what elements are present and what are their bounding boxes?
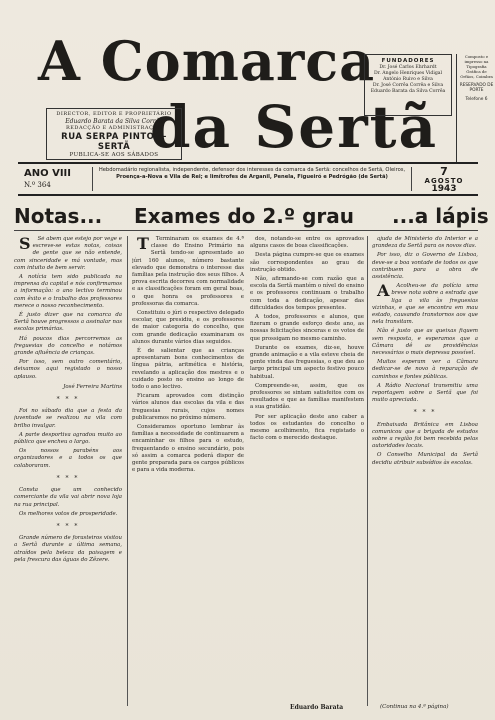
- issue-date: [416, 166, 472, 194]
- article-byline: Eduardo Barata: [290, 704, 344, 711]
- paragraph: Embaixada Britânica em Lisboa comunicou que a brigada de estudos sobre a região foi bem recebida pelas autoridades locais.: [372, 421, 478, 450]
- paragraph: S Sé abem que estejo por vege e escreve-se estas notas, coisas de gente que se não entende, com sinceridade e má vontade, mas com intuito de bem servir.: [14, 236, 122, 271]
- issue-description: [92, 167, 412, 191]
- description-bold-text: Proença-a-Nova e Vila de Rei; e limítrofes de Arganil, Penela, Figueiró e Pedrógão (de Sertã): [116, 174, 388, 180]
- founder-name: Eduardo Barata da Silva Corrêa: [370, 89, 446, 94]
- paragraph: O Conselho Municipal da Sertã decidiu atribuir subsídios às escolas.: [372, 452, 478, 466]
- publication-schedule: PUBLICA-SE AOS SÁBADOS: [69, 152, 159, 158]
- paragraph: A todos, professores e alunos, que fizeram o grande esforço deste ano, as nossas felicitações sinceras e os votos de que prossigam no mesmo caminho.: [250, 314, 364, 342]
- dropcap: T: [137, 236, 149, 253]
- issue-day: 7: [440, 165, 448, 178]
- headline-notas: Notas...: [14, 204, 103, 228]
- paragraph: Grande número de forasteiros visitou a Sertã durante a última semana, atraídos pela beleza da paisagem e pela frescura das águas do Zêzere.: [14, 535, 122, 563]
- paragraph: Durante os exames, diz-se, houve grande animação e a vila esteve cheia de gente vinda das freguesias, o que deu ao largo principal um aspecto festivo pouco habitual.: [250, 344, 364, 380]
- section-separator: * * *: [413, 409, 437, 417]
- paragraph: É justo dizer que na comarca da Sertã houve progressos a assinalar nas escolas primárias.: [14, 312, 122, 333]
- office-address: RUA SERPA PINTO — SERTÃ: [61, 132, 167, 152]
- paragraph: Por isso, sem outro comentário, deixamos aqui registado o nosso aplauso.: [14, 359, 122, 380]
- issue-year: 1943: [431, 184, 457, 194]
- continuation-note: (Continua na 4.ª página): [380, 704, 449, 710]
- paragraph: Constituiu o júri o respectivo delegado escolar, que presidiu, e os professores de maior categoria do concelho, que com grande dedicação examinaram os alunos durante vários dias seguidos.: [132, 310, 244, 345]
- paragraph: Não, afirmando-se com razão que a escola da Sertã mantém o nível do ensino e os professores continuam o trabalho com toda a dedicação, apesar das dificuldades dos tempos presentes.: [250, 276, 364, 311]
- director-name: Eduardo Barata da Silva Corrêa: [65, 118, 163, 125]
- section-separator: * * *: [56, 474, 80, 482]
- title-line-1: A Comarca: [38, 29, 376, 93]
- paragraph: Não é justo que as queixas fiquem sem resposta, e esperamos que a Câmara dê as providências necessárias o mais depressa possível.: [372, 328, 478, 357]
- paragraph: ajuda de Ministério do Interior e a grandeza da Sertã para os novos dias.: [372, 236, 478, 250]
- issue-year-label: ANO VIII: [24, 168, 71, 179]
- paragraph: É de salientar que as crianças apresentaram bons conhecimentos de língua pátria, aritmética e história, revelando a aplicação dos mestres e o cuidado posto no ensino ao longo de todo o ano lectivo.: [132, 348, 244, 391]
- signature: José Ferreira Martins: [63, 383, 122, 390]
- postage-code: RESERVADO DE PORTE: [459, 83, 494, 93]
- paragraph: A notícia tem sido publicada na imprensa da capital e nós confirmamos a informação: o ano lectivo terminou com êxito e o trabalho dos professores merece o nosso reconhecimento.: [14, 274, 122, 309]
- paragraph: Os melhores votos de prosperidade.: [19, 510, 118, 517]
- headline-exames: Exames do 2.º grau: [134, 204, 355, 228]
- founder-name: António Ruivo e Silva: [383, 77, 433, 82]
- founder-name: Dr. José Corrêa Corrêa e Silva: [372, 83, 444, 88]
- paragraph: Por isso, diz o Governo de Lisboa, deve-se a boa vontade de todos os que contribuem para a obra de assistência.: [372, 252, 478, 281]
- description-text: Hebdomadário regionalista, independente, defensor dos interesses da comarca da Sertã: concelhos de Sertã, Oleiros,: [98, 167, 406, 173]
- paragraph: Consideramos oportuno lembrar às famílias a necessidade de continuarem a encaminhar os filhos para o estudo, frequentando o ensino secundário, pois só assim a comarca poderá dispor de gente preparada para os cargos públicos e para a vida moderna.: [132, 424, 244, 474]
- section-separator: * * *: [56, 396, 80, 404]
- section-separator: * * *: [56, 522, 80, 530]
- masthead: [18, 22, 494, 164]
- paragraph: Muitos esperam ver a Câmara dedicar-se de novo à reparação de caminhos e fontes públicas.: [372, 359, 478, 380]
- issue-month: AGOSTO: [424, 177, 464, 185]
- paragraph: Compreende-se, assim, que os professores se sintam satisfeitos com os resultados e que as famílias manifestem a sua gratidão.: [250, 382, 364, 411]
- editorial-info-box: [46, 108, 182, 160]
- director-role: DIRECTOR, EDITOR E PROPRIETÁRIO: [56, 111, 172, 117]
- founders-heading: FUNDADORES: [381, 58, 435, 64]
- column-divider: [127, 236, 128, 706]
- paragraph: Ficaram aprovados com distinção vários alunos das escolas da vila e das freguesias rurais, cujos nomes publicaremos no próximo número.: [132, 393, 244, 421]
- column-notas: [14, 236, 122, 712]
- paragraph: Foi no sábado dia que a festa da juventude se realizou na vila com brilho invulgar.: [14, 408, 122, 429]
- paragraph: T Terminaram os exames de 4.ª classe do Ensino Primário na Sertã tendo-se apresentado ao júri 160 alunos, número bastante elevado que demonstra o interesse das famílias pela instrução dos seus filhos. A prova escrita decorreu com normalidade e as classificações foram em geral boas, o que honra os professores e professoras da comarca.: [132, 236, 244, 307]
- title-line-2: da Sertã: [150, 93, 439, 161]
- issue-volume: [24, 168, 90, 189]
- founder-name: Dr. José Carlos Ehrhardt: [379, 65, 437, 70]
- founder-name: Dr. Angelo Henriques Vidigal: [374, 71, 442, 76]
- headline-lapis: ...a lápis: [392, 204, 489, 228]
- issue-bar: [18, 162, 478, 196]
- phone-number: Telefone 6: [465, 97, 488, 102]
- column-divider: [367, 236, 368, 706]
- paragraph: Consta que um conhecido comerciante da vila vai abrir nova loja na rua principal.: [14, 487, 122, 508]
- paragraph: Há poucos dias percorremos as freguesias do concelho e notámos grande afluência de crianças.: [14, 335, 122, 357]
- paragraph: A Rádio Nacional transmitiu uma reportagem sobre a Sertã que foi muito apreciada.: [372, 382, 478, 404]
- column-exames-1: [132, 236, 244, 704]
- paragraph: A parte desportiva agradou muito ao público que encheu o largo.: [14, 431, 122, 446]
- dropcap: A: [377, 281, 390, 301]
- founders-box: [364, 54, 452, 116]
- column-lapis: [372, 236, 478, 712]
- column-exames-2: [250, 236, 364, 704]
- office-role: REDACÇÃO E ADMINISTRAÇÃO: [66, 125, 162, 131]
- headline-rule: [14, 230, 478, 231]
- paragraph: Os nossos parabéns aos organizadores e a todos os que colaboraram.: [14, 448, 122, 469]
- printer-panel: [456, 54, 494, 164]
- paragraph: dos, notando-se entre os aprovados alguns casos de boas classificações.: [250, 236, 364, 250]
- issue-number: N.º 364: [24, 181, 51, 189]
- paragraph: Por ser aplicação deste ano caber a todos os estudantes do concelho o mesmo acolhimento, fica registado o facto com o merecido destaque.: [250, 413, 364, 442]
- dropcap: S: [19, 236, 31, 253]
- paragraph: A Acolheu-se da polícia uma breve nota sobre a estrada que liga a vila às freguesias vizinhas, e que se encontra em mau estado, causando transtornos aos que nela transitam.: [372, 281, 478, 326]
- paragraph: Desta página cumpre-se que os exames são correspondentes ao grau de instrução obtido.: [250, 252, 364, 273]
- printer-text: Composto e impresso na Tipografia Gráfica de Orfãos, Coimbra: [460, 54, 493, 79]
